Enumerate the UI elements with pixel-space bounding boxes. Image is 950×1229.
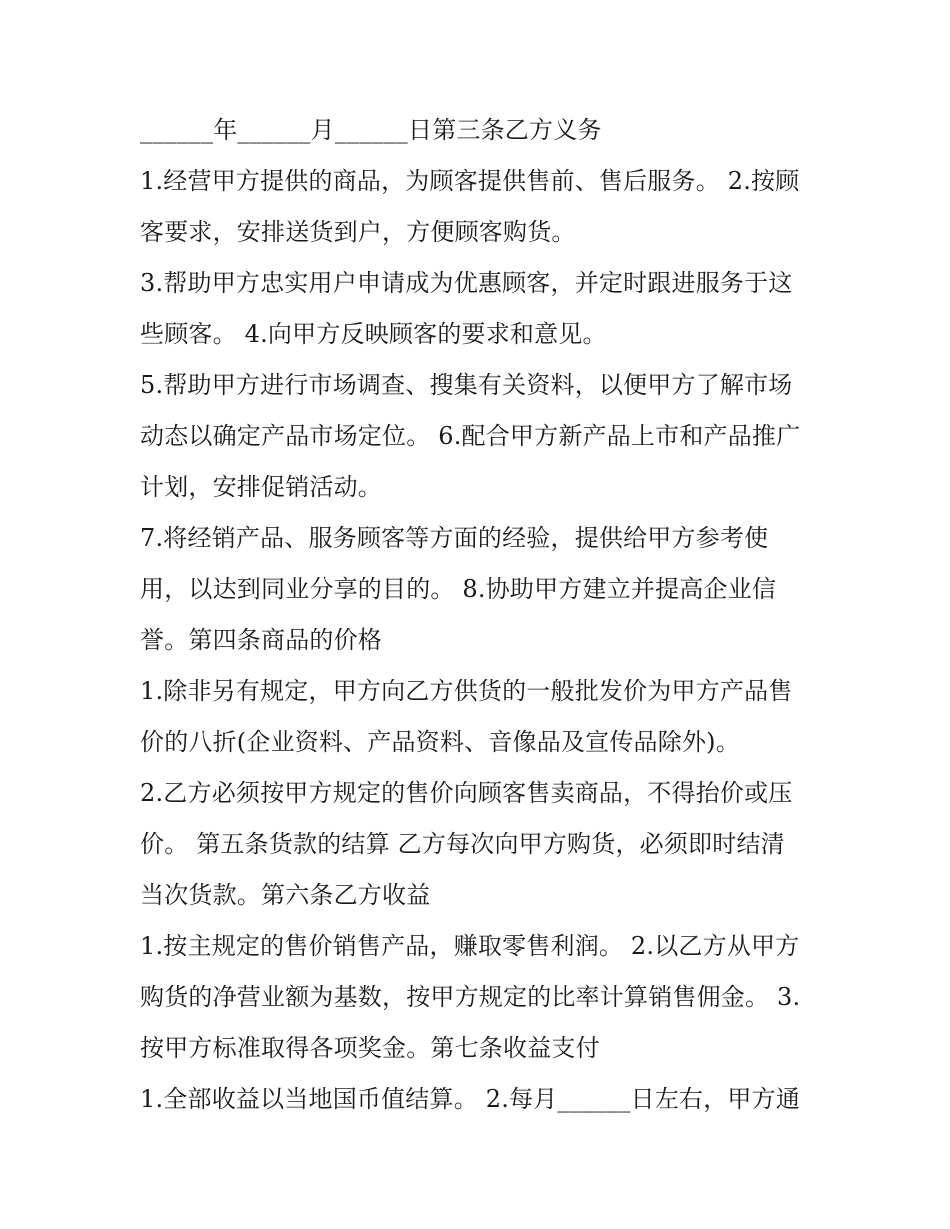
text-line: 客要求，安排送货到户，方便顾客购货。: [140, 218, 576, 246]
text-line: 按甲方标准取得各项奖金。第七条收益支付: [140, 1034, 600, 1062]
text-line: ______年______月______日第三条乙方义务: [140, 116, 602, 144]
text-line: 购货的净营业额为基数，按甲方规定的比率计算销售佣金。 3.: [140, 983, 801, 1011]
text-line: 5.帮助甲方进行市场调查、搜集有关资料，以便甲方了解市场: [140, 371, 793, 399]
text-line: 价。 第五条货款的结算 乙方每次向甲方购货，必须即时结清: [140, 830, 785, 858]
text-line: 价的八折(企业资料、产品资料、音像品及宣传品除外)。: [140, 728, 740, 756]
text-line: 1.按主规定的售价销售产品，赚取零售利润。 2.以乙方从甲方: [140, 932, 800, 960]
text-line: 7.将经销产品、服务顾客等方面的经验，提供给甲方参考使: [140, 524, 769, 552]
text-line: 1.全部收益以当地国币值结算。 2.每月______日左右，甲方通: [140, 1085, 801, 1113]
text-line: 2.乙方必须按甲方规定的售价向顾客售卖商品，不得抬价或压: [140, 779, 793, 807]
text-line: 1.经营甲方提供的商品，为顾客提供售前、售后服务。 2.按顾: [140, 167, 800, 195]
text-line: 当次货款。第六条乙方收益: [140, 881, 431, 909]
text-line: 誉。第四条商品的价格: [140, 626, 382, 654]
text-line: 些顾客。 4.向甲方反映顾客的要求和意见。: [140, 320, 607, 348]
text-line: 计划，安排促销活动。: [140, 473, 382, 501]
document-body: [140, 105, 820, 1125]
text-line: 1.除非另有规定，甲方向乙方供货的一般批发价为甲方产品售: [140, 677, 793, 705]
text-line: 动态以确定产品市场定位。 6.配合甲方新产品上市和产品推广: [140, 422, 801, 450]
text-line: 3.帮助甲方忠实用户申请成为优惠顾客，并定时跟进服务于这: [140, 269, 793, 297]
text-line: 用，以达到同业分享的目的。 8.协助甲方建立并提高企业信: [140, 575, 777, 603]
